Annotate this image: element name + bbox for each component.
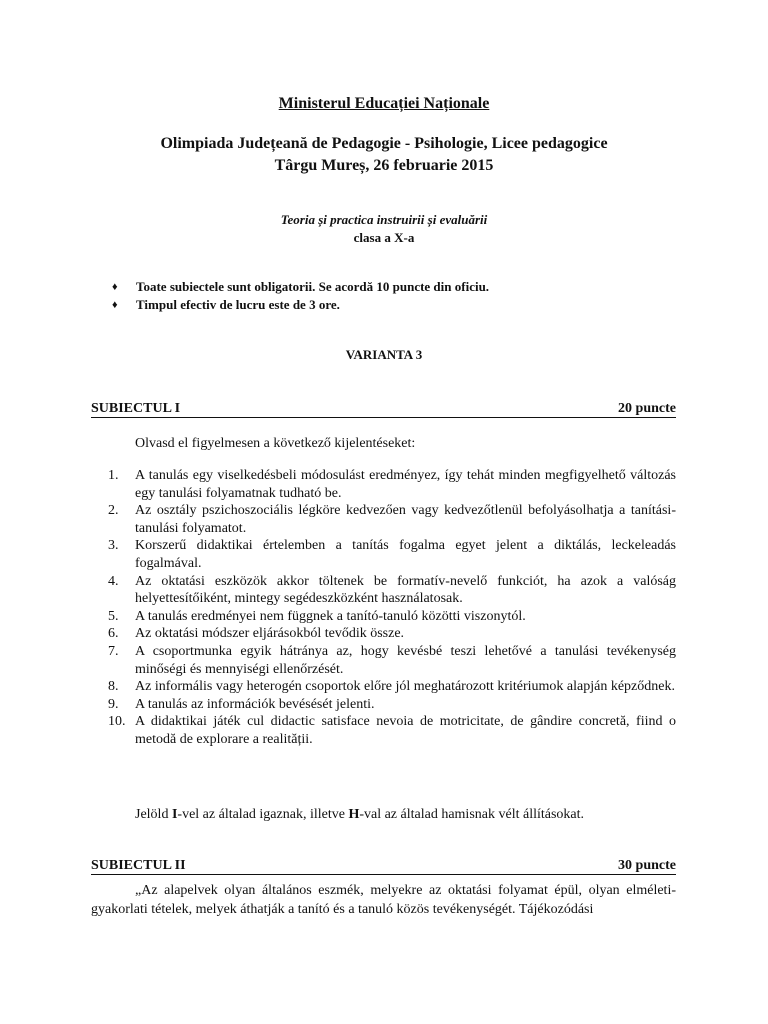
statement-text: A tanulás eredményei nem függnek a tanító-tanuló közötti viszonytól. [135,608,526,624]
subject-2-title: SUBIECTUL II [91,858,186,873]
statement-number: 4. [108,573,119,589]
list-item [108,678,676,696]
statement-number: 10. [108,714,126,730]
statement-number: 2. [108,503,119,519]
statement-text: Az osztály pszichoszociális légköre kedvezően vagy kedvezőtlenül befolyásolhatja a tanítási-tanulási folyamatot. [135,503,676,536]
olympiad-title: Olimpiada Județeană de Pedagogie - Psihologie, Licee pedagogice [160,135,608,152]
list-item [108,643,676,678]
false-marker: H [348,807,360,822]
statement-text: A tanulás egy viselkedésbeli módosulást eredményez, így tehát minden megfigyelhető változás egy tanulási folyamatnak tudható be. [135,468,676,501]
statement-number: 9. [108,696,119,712]
subject-2-header [91,858,676,875]
ministry-title: Ministerul Educației Naționale [278,95,490,112]
list-item [108,696,676,714]
exam-rules [112,278,712,314]
rule-item [112,296,712,314]
statement-text: Az oktatási eszközök akkor töltenek be formatív-nevelő funkciót, ha azok a valóság helyettesítőiként, mintegy segédeszközként használatosak. [135,573,676,607]
rule-text: Timpul efectiv de lucru este de 3 ore. [136,297,340,312]
statement-number: 7. [108,643,119,659]
diamond-bullet-icon: ♦ [112,281,118,293]
statement-number: 6. [108,626,119,642]
statement-text: A csoportmunka egyik hátránya az, hogy kevésbé teszi lehetővé a tanulási tevékenység minőségi és mennyiségi ellenőrzését. [135,643,676,677]
statement-number: 5. [108,608,119,624]
list-item [108,573,676,608]
subject-1-points: 20 puncte [618,401,676,416]
subject-1-title: SUBIECTUL I [91,401,181,416]
instruction-text: Jelöld [135,807,172,822]
subject-2-quote: „Az alapelvek olyan általános eszmék, melyekre az oktatási folyamat épül, olyan elméleti-gyakorlati tételek, melyek áthatják a tanító és a tanuló közös tevékenységét. Tájékozódási [91,883,676,917]
class-level: clasa a X-a [353,230,415,245]
statement-number: 1. [108,468,119,483]
statement-text: A tanulás az információk bevésését jelenti. [135,696,375,712]
rule-text: Toate subiectele sunt obligatorii. Se acordă 10 puncte din oficiu. [136,279,490,294]
course-title: Teoria și practica instruirii și evaluării [280,212,488,227]
instruction-text: -val az általad hamisnak vélt állításokat. [359,807,585,822]
list-item [108,467,676,502]
olympiad-header [0,133,768,177]
subject-1-intro: Olvasd el figyelmesen a következő kijelentéseket: [135,436,416,451]
statement-text: A didaktikai játék cul didactic satisface nevoia de motricitate, de gândire concretă, fiind o metodă de explorare a realității. [135,714,676,747]
diamond-bullet-icon: ♦ [112,299,118,311]
list-item [108,713,676,748]
rule-item [112,278,712,296]
list-item [108,625,676,643]
list-item [108,502,676,537]
statement-number: 8. [108,679,119,695]
subject-2-points: 30 puncte [618,858,676,873]
statement-number: 3. [108,538,119,554]
variant-label: VARIANTA 3 [345,347,423,362]
subject-1-instruction [135,806,584,823]
statement-text: Korszerű didaktikai értelemben a tanítás fogalma egyet jelent a diktálás, leckeleadás fogalmával. [135,538,676,571]
true-marker: I [171,807,178,822]
list-item [108,608,676,626]
instruction-text: -vel az általad igaznak, illetve [177,807,349,822]
statement-text: Az informális vagy heterogén csoportok előre jól meghatározott kritériumok alapján képződnek. [135,679,675,695]
statement-list [108,467,676,749]
place-date: Târgu Mureș, 26 februarie 2015 [274,157,494,174]
list-item [108,537,676,572]
statement-text: Az oktatási módszer eljárásokból tevődik össze. [135,626,405,642]
subject-1-header [91,401,676,418]
